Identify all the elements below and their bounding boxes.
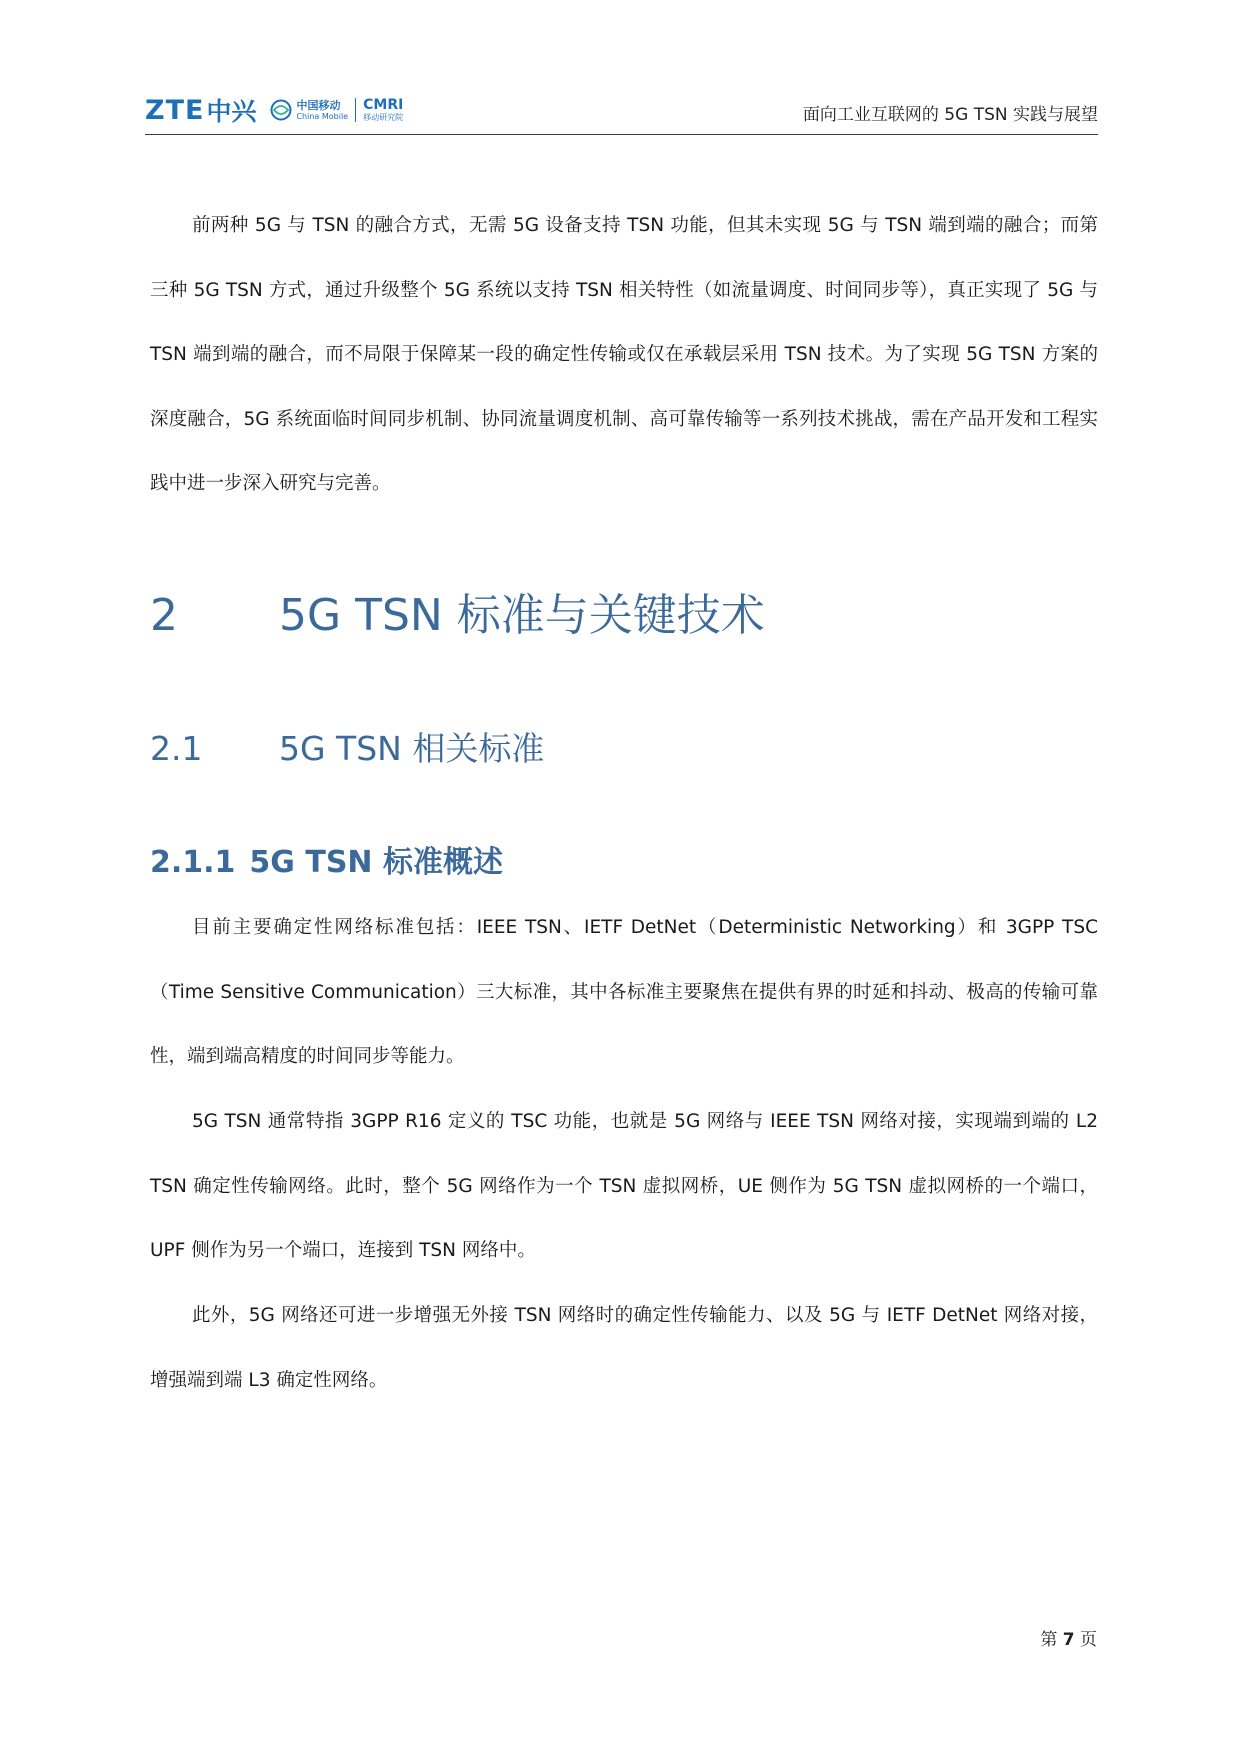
header-logos — [145, 92, 403, 128]
cmri-label: CMRI — [363, 97, 404, 113]
china-mobile-cn: 中国移动 — [296, 98, 341, 112]
china-mobile-logo — [270, 99, 348, 121]
subsection-heading — [150, 726, 544, 772]
cmri-logo — [363, 98, 403, 122]
page-prefix: 第 — [1040, 1630, 1058, 1650]
subsubsection-number: 2.1.1 — [150, 845, 236, 880]
logo-divider — [355, 98, 356, 122]
page-suffix: 页 — [1080, 1630, 1097, 1650]
subsubsection-title: 5G TSN 标准概述 — [249, 845, 503, 880]
china-mobile-icon — [270, 99, 292, 121]
subsection-title: 5G TSN 相关标准 — [279, 729, 545, 768]
intro-paragraph: 前两种 5G 与 TSN 的融合方式，无需 5G 设备支持 TSN 功能，但其未实现 5G 与 TSN 端到端的融合；而第三种 5G TSN 方式，通过升级整个 5G 系统以支持 TSN 相关特性（如流量调度、时间同步等），真正实现了 5G 与 TSN 端到端的融合，而不局限于保障某一段的确定性传输或仅在承载层采用 TSN 技术。为了实现 5G TSN 方案的深度融合，5G 系统面临时间同步机制、协同流量调度机制、高可靠传输等一系列技术挑战，需在产品开发和工程实践中进一步深入研究与完善。 — [150, 215, 1098, 494]
section-title: 5G TSN 标准与关键技术 — [279, 590, 765, 641]
paragraph-standards-overview: 目前主要确定性网络标准包括：IEEE TSN、IETF DetNet（Deterministic Networking）和 3GPP TSC（Time Sensitive Communication）三大标准，其中各标准主要聚焦在提供有界的时延和抖动、极高的传输可靠性，端到端高精度的时间同步等能力。 — [150, 917, 1098, 1067]
zte-logo: ZTE — [145, 94, 205, 126]
document-title: 面向工业互联网的 5G TSN 实践与展望 — [802, 105, 1098, 125]
page-header — [145, 86, 1098, 135]
section-heading — [150, 586, 765, 646]
china-mobile-en: China Mobile — [296, 111, 349, 121]
cmri-label-cn: 移动研究院 — [363, 113, 404, 122]
section-number: 2 — [150, 590, 178, 641]
page-number-value: 7 — [1062, 1630, 1075, 1650]
paragraph-5g-tsn-definition: 5G TSN 通常特指 3GPP R16 定义的 TSC 功能，也就是 5G 网络与 IEEE TSN 网络对接，实现端到端的 L2 TSN 确定性传输网络。此时，整个 5G 网络作为一个 TSN 虚拟网桥，UE 侧作为 5G TSN 虚拟网桥的一个端口，UPF 侧作为另一个端口，连接到 TSN 网络中。 — [150, 1111, 1098, 1261]
paragraph-additional: 此外，5G 网络还可进一步增强无外接 TSN 网络时的确定性传输能力、以及 5G 与 IETF DetNet 网络对接，增强端到端 L3 确定性网络。 — [150, 1305, 1098, 1391]
subsubsection-heading — [150, 842, 503, 884]
page-number — [1040, 1625, 1097, 1650]
zte-logo-cn: 中兴 — [206, 97, 257, 126]
subsection-number: 2.1 — [150, 729, 203, 768]
